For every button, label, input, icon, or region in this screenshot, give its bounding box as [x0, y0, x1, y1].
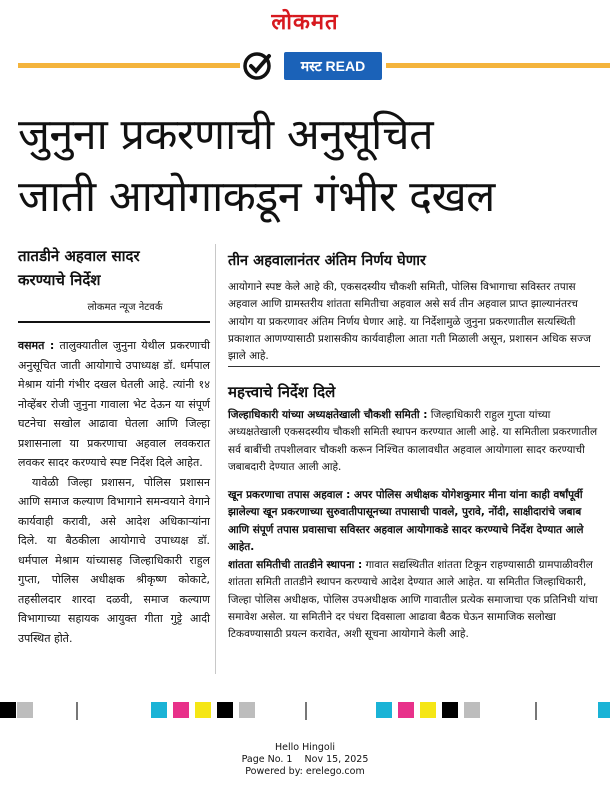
- column-divider: [215, 244, 216, 674]
- footer-powered-by: Powered by: erelego.com: [245, 766, 365, 777]
- directive-text: जिल्हाधिकारी राहुल गुप्ता यांच्या अध्यक्षतेखाली एकसदस्यीय चौकशी समिती स्थापन करण्यात आली आहे. या समितीला प्रकरणातील सर्व बाबींची तपशीलवार चौकशी करून निश्चित कालावधीत अहवाल आयोगाला सादर करण्याची जबाबदारी देण्यात आली आहे.: [228, 409, 598, 473]
- headline-line-2: जाती आयोगाकडून गंभीर दखल: [18, 172, 495, 222]
- footer-page-date: Page No. 1 Nov 15, 2025: [241, 754, 369, 765]
- subheadline-line-2: करण्याचे निर्देश: [18, 271, 101, 289]
- subheadline: [18, 244, 208, 292]
- registration-line: [305, 702, 307, 720]
- section-heading: तीन अहवालानंतर अंतिम निर्णय घेणार: [228, 253, 426, 269]
- registration-mark: [151, 702, 167, 718]
- registration-line: [535, 702, 537, 720]
- directive-lead: खून प्रकरणाचा तपास अहवाल :: [228, 489, 351, 501]
- footer-edition: Hello Hingoli: [274, 742, 336, 753]
- registration-mark: [598, 702, 610, 718]
- directive-text: गावात सद्यस्थितीत शांतता टिकून राहण्यासाठी ग्रामपाळीवरील शांतता समिती तातडीने स्थापन करण्याचे आदेश देण्यात आले आहेत. या समितीत जिल्हाधिकारी, जिल्हा पोलिस अधीक्षक, पोलिस उपअधीक्षक आणि गावातील प्रत्येक समाजाचा एक प्रतिनिधी यांचा समावेश असेल. या समितीने दर पंधरा दिवसाला आढावा बैठक घेऊन सामाजिक सलोखा टिकवण्यासाठी प्रयत्न करावेत, अशी सूचना आयोगाने केली आहे.: [228, 559, 598, 641]
- registration-mark: [420, 702, 436, 718]
- check-circle-icon: [242, 51, 272, 81]
- registration-mark: [173, 702, 189, 718]
- paragraph: तालुक्यातील जुनुना येथील प्रकरणाची अनुसूचित जाती आयोगाचे उपाध्यक्ष डॉ. धर्मपाल मेश्राम यांनी गंभीर दखल घेतली आहे. त्यांनी १४ नोव्हेंबर रोजी जुनुना गावाला भेट देऊन या संपूर्ण घटनेचा सखोल आढावा घेतला आणि जिल्हा प्रशासनाला या प्रकरणाचा अहवाल लवकरात लवकर सादर करण्याचे स्पष्ट निर्देश दिले आहेत.: [18, 339, 210, 469]
- subheadline-line-1: तातडीने अहवाल सादर: [18, 247, 140, 265]
- directive-text: अपर पोलिस अधीक्षक योगेशकुमार मीना यांना काही वर्षांपूर्वी झालेल्या खून प्रकरणाच्या सुरुवातीपासूनच्या तपासाची पावले, पुरावे, नोंदी, साक्षीदारांचे जबाब आणि संपूर्ण तपास प्रवासाचा सविस्तर अहवाल आयोगाकडे सादर करण्याचे निर्देश देण्यात आले आहेत.: [228, 489, 584, 553]
- headline: [18, 104, 608, 228]
- registration-mark: [239, 702, 255, 718]
- registration-mark: [442, 702, 458, 718]
- masthead-text: लोकमत: [271, 9, 339, 35]
- directive-lead: शांतता समितीची तातडीने स्थापना :: [228, 559, 363, 571]
- directive-paragraph: [228, 487, 600, 556]
- registration-line: [76, 702, 78, 720]
- dateline: वसमत :: [18, 339, 55, 352]
- paragraph: यावेळी जिल्हा प्रशासन, पोलिस प्रशासन आणि समाज कल्याण विभागाने समन्वयाने वेगाने कार्यवाही करावी, असे आदेश अधिकाऱ्यांना दिले. या बैठकीला आयोगाचे उपाध्यक्ष डॉ. धर्मपाल मेश्राम यांच्यासह जिल्हाधिकारी राहुल गुप्ता, पोलिस अधीक्षक श्रीकृष्ण कोकाटे, तहसीलदार शारदा दळवी, समाज कल्याण विभागाच्या सहायक आयुक्त गीता गुट्टे आदी उपस्थित होते.: [18, 475, 210, 645]
- registration-mark: [376, 702, 392, 718]
- section-heading: महत्त्वाचे निर्देश दिले: [228, 383, 336, 401]
- registration-marks: [0, 702, 610, 722]
- yellow-band-left: [18, 63, 240, 68]
- directive-paragraph: [228, 557, 600, 643]
- registration-mark: [398, 702, 414, 718]
- byline: लोकमत न्यूज नेटवर्क: [87, 302, 163, 313]
- directive-paragraph: [228, 407, 600, 476]
- registration-mark: [195, 702, 211, 718]
- divider: [18, 321, 210, 323]
- paragraph: आयोगाने स्पष्ट केले आहे की, एकसदस्यीय चौकशी समिती, पोलिस विभागाचा सविस्तर तपास अहवाल आणि ग्रामस्तरीय शांतता समितीचा अहवाल असे सर्व तीन अहवाल प्राप्त झाल्यानंतरच आयोग या प्रकरणावर अंतिम निर्णय घेणार आहे. या निर्देशामुळे जुनुना प्रकरणातील सत्यस्थिती प्रकाशात आणण्यासाठी प्रशासकीय कार्यवाहीला आता गती मिळाली असून, प्रशासन अधिक सज्ज झाले आहे.: [228, 281, 591, 363]
- divider: [228, 366, 600, 367]
- must-read-badge: मस्ट READ: [284, 52, 382, 80]
- headline-line-1: जुनुना प्रकरणाची अनुसूचित: [18, 110, 434, 160]
- yellow-band-right: [386, 63, 610, 68]
- directive-lead: जिल्हाधिकारी यांच्या अध्यक्षतेखाली चौकशी समिती :: [228, 409, 428, 421]
- masthead-logo: [0, 0, 610, 40]
- registration-mark: [217, 702, 233, 718]
- registration-mark: [0, 702, 16, 718]
- registration-mark: [464, 702, 480, 718]
- left-article-body: [18, 336, 210, 648]
- page-footer: [0, 742, 610, 778]
- registration-mark: [17, 702, 33, 718]
